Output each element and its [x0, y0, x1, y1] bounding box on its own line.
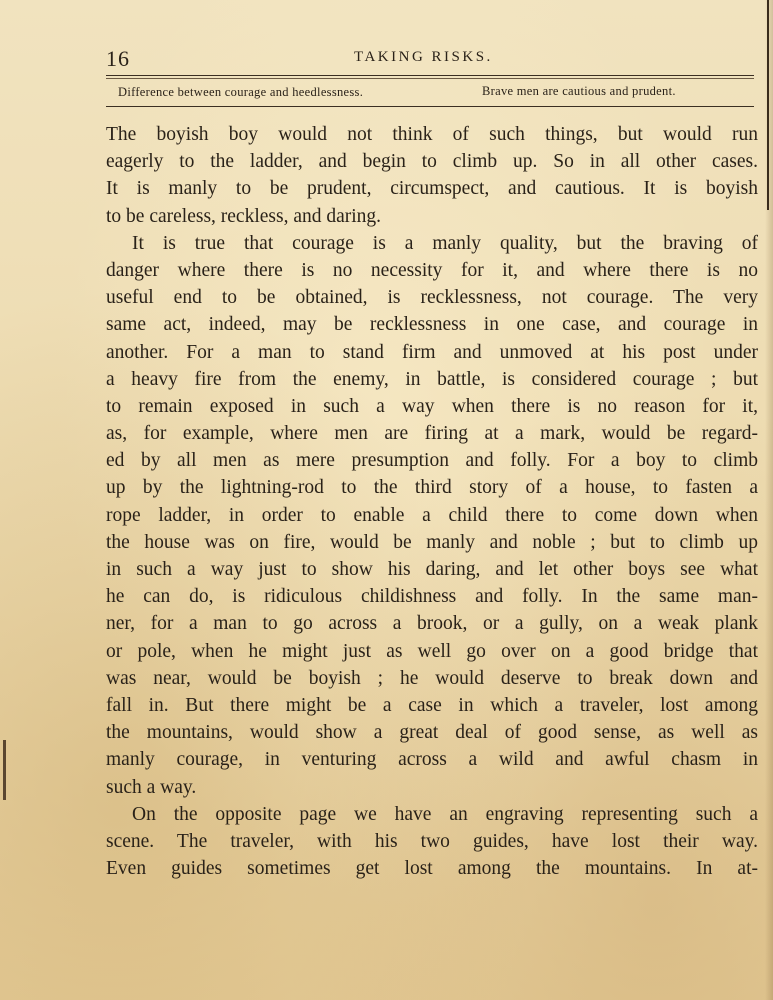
text-line: useful end to be obtained, is recklessness, not courage. The very — [106, 287, 758, 309]
text-line: Even guides sometimes get lost among the mountains. In at- — [106, 858, 758, 880]
text-line: up by the lightning-rod to the third story of a house, to fasten a — [106, 477, 758, 499]
marginal-summary-right: Brave men are cautious and prudent. — [482, 84, 676, 98]
header-rule-bottom — [106, 106, 754, 107]
text-line: to be careless, reckless, and daring. — [106, 205, 382, 227]
running-title: TAKING RISKS. — [354, 49, 493, 65]
text-line: It is true that courage is a manly quality, but the braving of — [132, 232, 758, 254]
text-line: he can do, is ridiculous childishness and folly. In the same man- — [106, 586, 758, 608]
text-line: danger where there is no necessity for it, and where there is no — [106, 259, 758, 281]
text-line: a heavy fire from the enemy, in battle, is considered courage ; but — [106, 368, 758, 390]
text-line: another. For a man to stand firm and unmoved at his post under — [106, 341, 758, 363]
margin-pencil-mark — [3, 740, 6, 800]
text-line: manly courage, in venturing across a wild and awful chasm in — [106, 749, 758, 771]
text-line: eagerly to the ladder, and begin to climb up. So in all other cases. — [106, 151, 758, 173]
text-line: rope ladder, in order to enable a child there to come down when — [106, 504, 758, 526]
text-line: It is manly to be prudent, circumspect, and cautious. It is boyish — [106, 178, 758, 200]
text-line: The boyish boy would not think of such things, but would run — [106, 124, 758, 145]
text-line: the mountains, would show a great deal of good sense, as well as — [106, 722, 758, 744]
text-line: scene. The traveler, with his two guides, have lost their way. — [106, 830, 758, 852]
text-line: to remain exposed in such a way when there is no reason for it, — [106, 395, 758, 417]
text-line: in such a way just to show his daring, and let other boys see what — [106, 559, 758, 580]
text-line: was near, would be boyish ; he would deserve to break down and — [106, 667, 758, 689]
text-line: the house was on fire, would be manly and noble ; but to climb up — [106, 531, 758, 553]
text-line: as, for example, where men are firing at a mark, would be regard- — [106, 423, 758, 445]
text-line: ed by all men as mere presumption and folly. For a boy to climb — [106, 450, 758, 472]
text-line: same act, indeed, may be recklessness in one case, and courage in — [106, 314, 758, 336]
body-text — [106, 121, 758, 882]
text-line: ner, for a man to go across a brook, or a gully, on a weak plank — [106, 613, 758, 635]
text-line: or pole, when he might just as well go over on a good bridge that — [106, 640, 758, 662]
running-head — [106, 40, 754, 70]
page-edge-line — [767, 0, 769, 210]
header-rule-top — [106, 75, 754, 76]
text-line: fall in. But there might be a case in which a traveler, lost among — [106, 694, 758, 716]
header-rule-double — [106, 78, 754, 79]
marginal-summary-left: Difference between courage and heedlessness. — [118, 85, 364, 99]
text-line: such a way. — [106, 776, 197, 798]
text-line: On the opposite page we have an engraving representing such a — [132, 803, 758, 825]
page-number: 16 — [106, 46, 130, 71]
